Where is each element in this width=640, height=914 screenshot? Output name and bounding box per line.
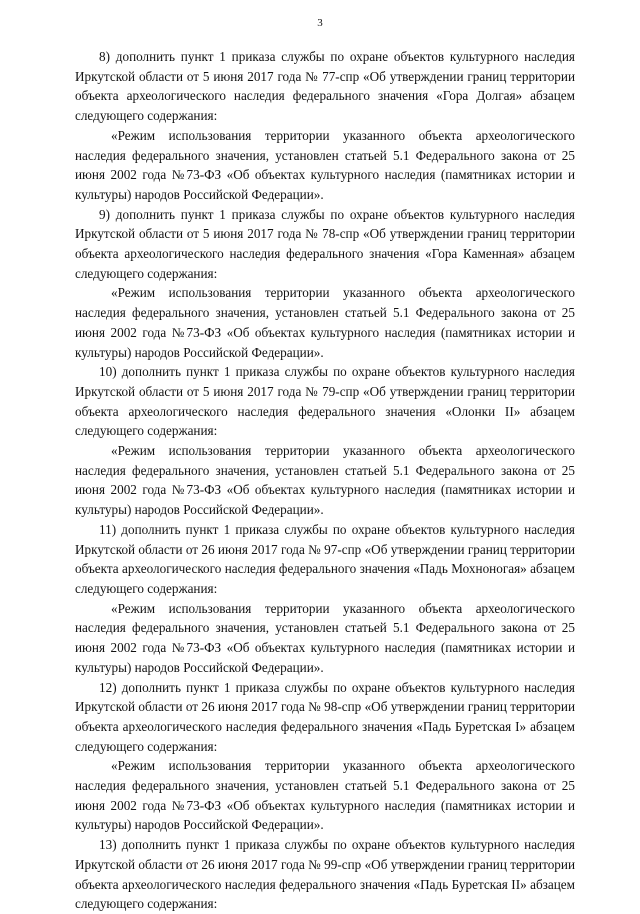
- paragraph-item-8: 8) дополнить пункт 1 приказа службы по охране объектов культурного наследия Иркутской области от 5 июня 2017 года № 77-спр «Об утверждении границ территории объекта археологического наследия федерального значения «Гора Долгая» абзацем следующего содержания:: [75, 49, 575, 124]
- paragraph-quote-9: «Режим использования территории указанного объекта археологического наследия федерального значения, установлен статьей 5.1 Федерального закона от 25 июня 2002 года №73-ФЗ «Об объектах культурного наследия (памятниках истории и культуры) народов Российской Федерации».: [75, 285, 575, 360]
- paragraph-quote-8: «Режим использования территории указанного объекта археологического наследия федерального значения, установлен статьей 5.1 Федерального закона от 25 июня 2002 года №73-ФЗ «Об объектах культурного наследия (памятниках истории и культуры) народов Российской Федерации».: [75, 127, 575, 202]
- paragraph-item-10: 10) дополнить пункт 1 приказа службы по охране объектов культурного наследия Иркутской области от 5 июня 2017 года № 79-спр «Об утверждении границ территории объекта археологического наследия федерального значения «Олонки II» абзацем следующего содержания:: [75, 364, 575, 439]
- paragraph-quote-10: «Режим использования территории указанного объекта археологического наследия федерального значения, установлен статьей 5.1 Федерального закона от 25 июня 2002 года №73-ФЗ «Об объектах культурного наследия (памятниках истории и культуры) народов Российской Федерации».: [75, 443, 575, 518]
- paragraph-item-12: 12) дополнить пункт 1 приказа службы по охране объектов культурного наследия Иркутской области от 26 июня 2017 года № 98-спр «Об утверждении границ территории объекта археологического наследия федерального значения «Падь Буретская I» абзацем следующего содержания:: [75, 679, 575, 754]
- paragraph-item-9: 9) дополнить пункт 1 приказа службы по охране объектов культурного наследия Иркутской области от 5 июня 2017 года № 78-спр «Об утверждении границ территории объекта археологического наследия федерального значения «Гора Каменная» абзацем следующего содержания:: [75, 206, 575, 281]
- page-number: 3: [317, 17, 323, 29]
- document-body: [75, 47, 575, 914]
- paragraph-quote-12: «Режим использования территории указанного объекта археологического наследия федерального значения, установлен статьей 5.1 Федерального закона от 25 июня 2002 года №73-ФЗ «Об объектах культурного наследия (памятниках истории и культуры) народов Российской Федерации».: [75, 758, 575, 833]
- paragraph-quote-11: «Режим использования территории указанного объекта археологического наследия федерального значения, установлен статьей 5.1 Федерального закона от 25 июня 2002 года №73-ФЗ «Об объектах культурного наследия (памятниках истории и культуры) народов Российской Федерации».: [75, 600, 575, 675]
- paragraph-item-13: 13) дополнить пункт 1 приказа службы по охране объектов культурного наследия Иркутской области от 26 июня 2017 года № 99-спр «Об утверждении границ территории объекта археологического наследия федерального значения «Падь Буретская II» абзацем следующего содержания:: [75, 837, 575, 912]
- paragraph-item-11: 11) дополнить пункт 1 приказа службы по охране объектов культурного наследия Иркутской области от 26 июня 2017 года № 97-спр «Об утверждении границ территории объекта археологического наследия федерального значения «Падь Мохноногая» абзацем следующего содержания:: [75, 521, 575, 596]
